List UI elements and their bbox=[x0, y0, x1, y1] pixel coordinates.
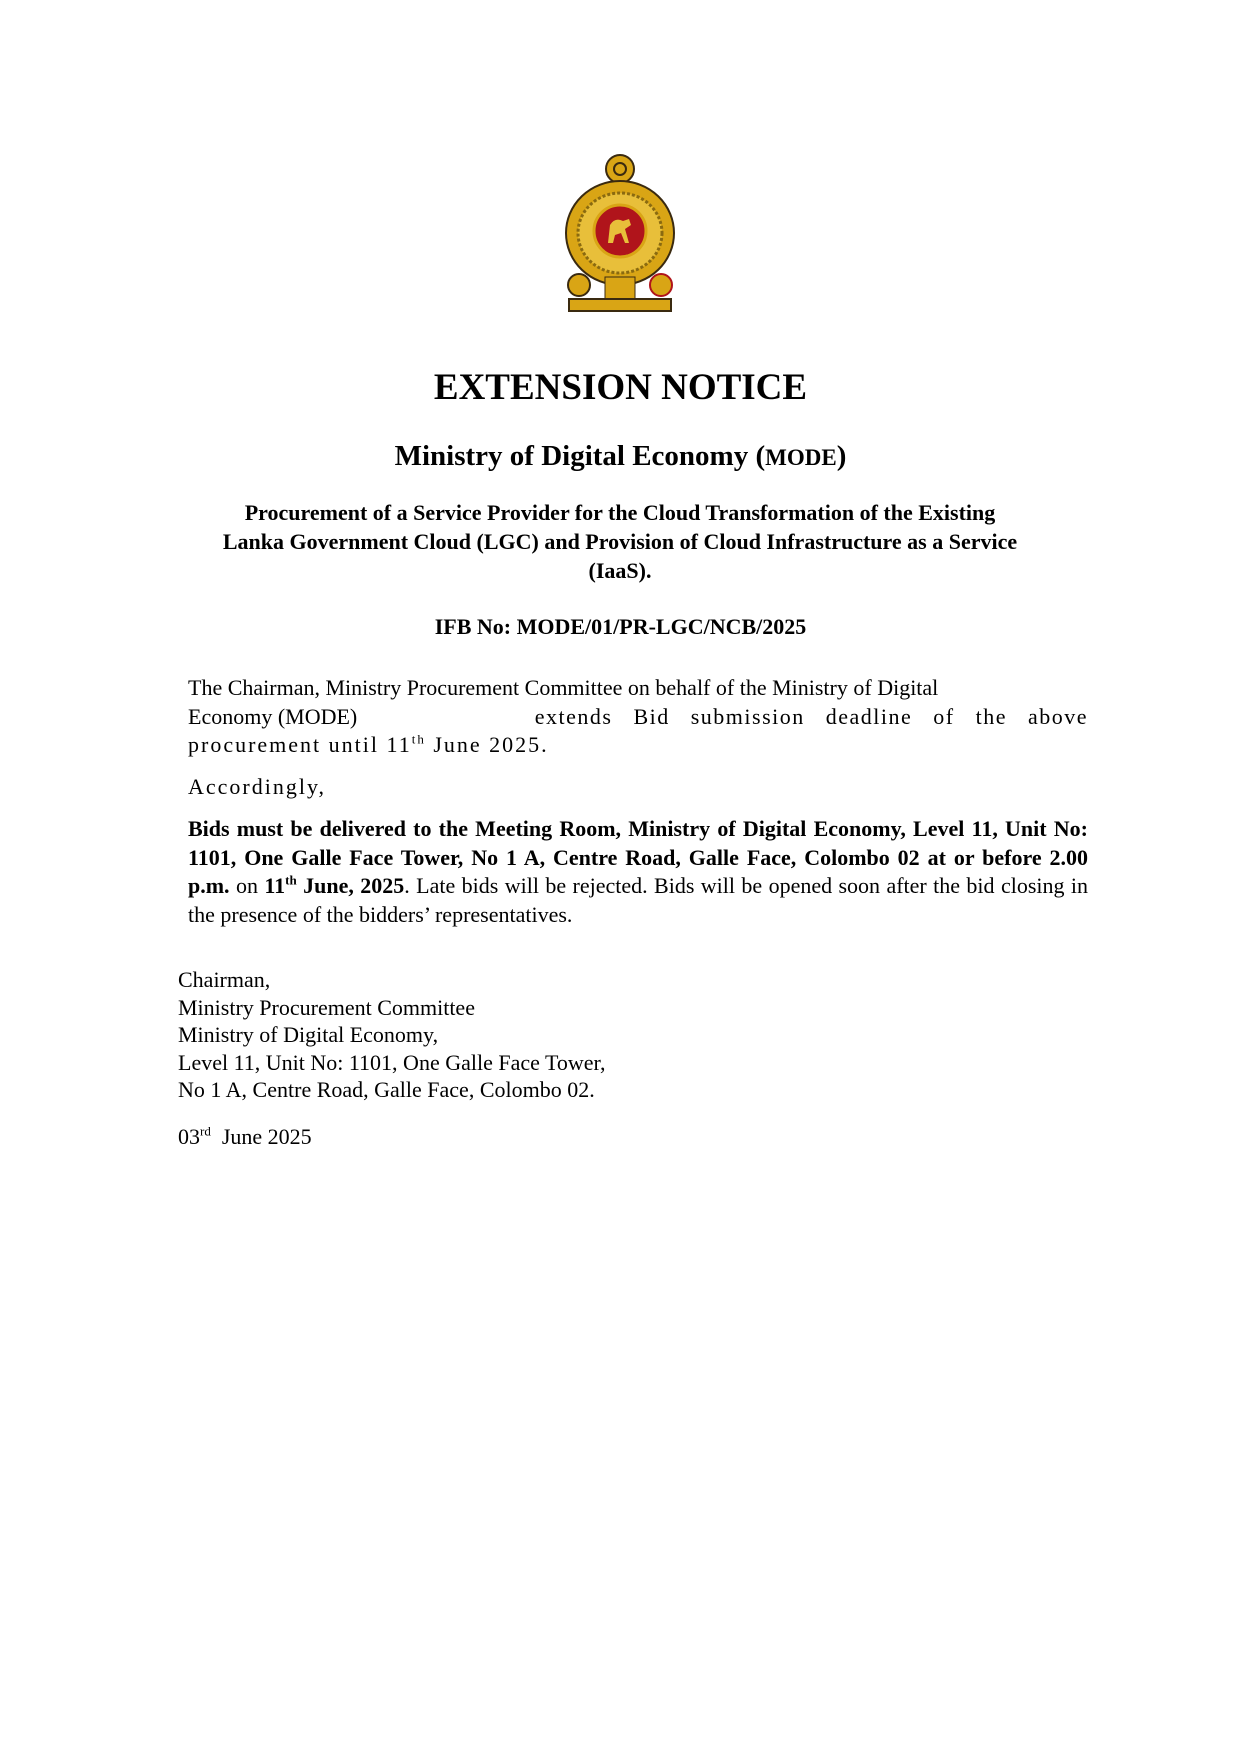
subject-line: Lanka Government Cloud (LGC) and Provision of Cloud Infrastructure as a Service bbox=[222, 529, 1018, 554]
paragraph-line bbox=[188, 731, 1088, 760]
text: June 2025. bbox=[425, 732, 549, 758]
text: Economy (MODE) bbox=[188, 703, 358, 729]
paragraph-line: The Chairman, Ministry Procurement Committee on behalf of the Ministry of Digital bbox=[188, 675, 939, 700]
text: 11 bbox=[264, 873, 286, 899]
text: 03 bbox=[178, 1124, 200, 1149]
delivery-location: Bids must be delivered to the Meeting Room, Ministry of Digital Economy, Level 11, Unit No: 1101, One Galle Face Tower, No 1 A, Centre Road, Galle Face, Colombo 02 at or before 2.00 p.m. bbox=[188, 816, 1088, 899]
signature-line: Ministry of Digital Economy, bbox=[178, 1022, 439, 1048]
text: procurement until 11 bbox=[188, 732, 412, 758]
text: extends Bid submission deadline of the above bbox=[534, 703, 1088, 729]
signature-line: Ministry Procurement Committee bbox=[178, 994, 475, 1020]
accordingly-text: Accordingly, bbox=[188, 774, 327, 799]
subject-line: (IaaS). bbox=[588, 558, 652, 583]
signature-line: Chairman, bbox=[178, 967, 271, 992]
paragraph-line bbox=[188, 703, 1088, 732]
signature-block bbox=[178, 966, 606, 1104]
superscript: th bbox=[285, 872, 297, 888]
delivery-paragraph bbox=[188, 815, 1088, 929]
subject-line: Procurement of a Service Provider for the Cloud Transformation of the Existing bbox=[244, 500, 996, 525]
extension-paragraph bbox=[188, 674, 1088, 760]
ministry-abbr: MODE bbox=[765, 445, 837, 470]
deadline-date bbox=[264, 873, 404, 898]
notice-title: EXTENSION NOTICE bbox=[433, 367, 808, 408]
signature-line: Level 11, Unit No: 1101, One Galle Face Tower, bbox=[178, 1049, 606, 1075]
paren-close: ) bbox=[836, 440, 847, 472]
text: June, 2025 bbox=[296, 873, 405, 899]
ministry-name: Ministry of Digital Economy bbox=[394, 440, 749, 472]
procurement-subject bbox=[160, 498, 1080, 585]
national-emblem-icon bbox=[563, 151, 677, 313]
superscript: rd bbox=[200, 1123, 211, 1139]
text: June 2025 bbox=[210, 1124, 312, 1149]
text: . Late bids will be rejected. Bids will be opened soon after the bid closing in the presence of the bidders’ representatives. bbox=[188, 873, 1089, 927]
signature-line: No 1 A, Centre Road, Galle Face, Colombo 02. bbox=[178, 1077, 595, 1103]
superscript: th bbox=[411, 731, 426, 747]
notice-date bbox=[178, 1124, 312, 1150]
paren-open: ( bbox=[755, 440, 766, 472]
ifb-number: IFB No: MODE/01/PR-LGC/NCB/2025 bbox=[434, 614, 807, 639]
ministry-heading bbox=[0, 440, 1241, 473]
text: on bbox=[229, 873, 265, 899]
